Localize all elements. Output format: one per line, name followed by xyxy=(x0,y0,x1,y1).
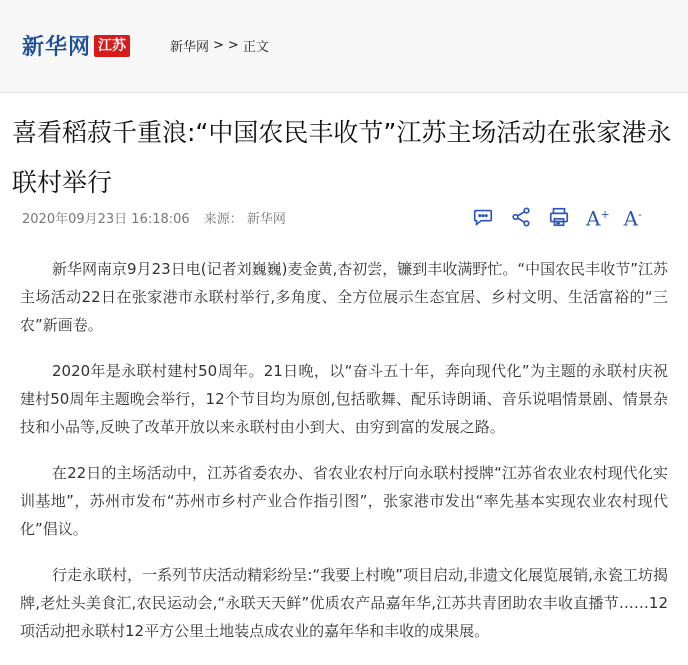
logo-badge: 江苏 xyxy=(94,35,130,57)
logo-text: 新华网 xyxy=(22,35,92,60)
breadcrumb-current: 正文 xyxy=(242,40,269,55)
article-meta xyxy=(22,208,286,227)
site-logo[interactable] xyxy=(22,30,130,61)
article-title: 喜看稻菽千重浪:“中国农民丰收节”江苏主场活动在张家港永联村举行 xyxy=(12,118,672,197)
font-larger-label: A xyxy=(586,206,601,231)
comment-icon[interactable] xyxy=(472,206,494,228)
font-smaller-sign: - xyxy=(638,208,642,221)
breadcrumb-separator: > xyxy=(227,38,239,53)
font-smaller-label: A xyxy=(623,206,639,231)
article-paragraph: 在22日的主场活动中，江苏省委农办、省农业农村厅向永联村授牌“江苏省农业农村现代化实训基地”，苏州市发布“苏州市乡村产业合作指引图”，张家港市发出“率先基本实现农业农村现代化”倡议。 xyxy=(20,464,668,538)
article-source: 来源： 新华网 xyxy=(203,212,286,227)
breadcrumb-home-link[interactable]: 新华网 xyxy=(170,40,210,55)
article-paragraph: 新华网南京9月23日电(记者刘巍巍)麦金黄,杏初尝，镰到丰收满野忙。“中国农民丰收节”江苏主场活动22日在张家港市永联村举行,多角度、全方位展示生态宜居、乡村文明、生活富裕的“三农”新画卷。 xyxy=(20,260,668,334)
share-icon[interactable] xyxy=(510,206,532,228)
article-paragraph: 2020年是永联村建村50周年。21日晚，以“奋斗五十年，奔向现代化”为主题的永联村庆祝建村50周年主题晚会举行，12个节目均为原创,包括歌舞、配乐诗朗诵、音乐说唱情景剧、情景杂技和小品等,反映了改革开放以来永联村由小到大、由穷到富的发展之路。 xyxy=(20,362,668,436)
article-body xyxy=(20,255,668,663)
breadcrumb-separator: > xyxy=(213,38,224,53)
article-date: 2020年09月23日 16:18:06 xyxy=(22,212,190,227)
font-larger-button[interactable] xyxy=(586,204,610,230)
article-toolbar xyxy=(472,204,656,230)
site-header xyxy=(0,0,688,93)
font-smaller-button[interactable] xyxy=(624,204,642,230)
print-icon[interactable] xyxy=(548,206,570,228)
article-paragraph: 行走永联村，一系列节庆活动精彩纷呈:“我要上村晚”项目启动,非遗文化展览展销,永瓷工坊揭牌,老灶头美食汇,农民运动会,“永联天天鲜”优质农产品嘉年华,江苏共青团助农丰收直播节……12项活动把永联村12平方公里土地装点成农业的嘉年华和丰收的成果展。 xyxy=(20,566,668,640)
font-larger-sign: + xyxy=(600,208,610,221)
breadcrumb xyxy=(170,36,269,55)
